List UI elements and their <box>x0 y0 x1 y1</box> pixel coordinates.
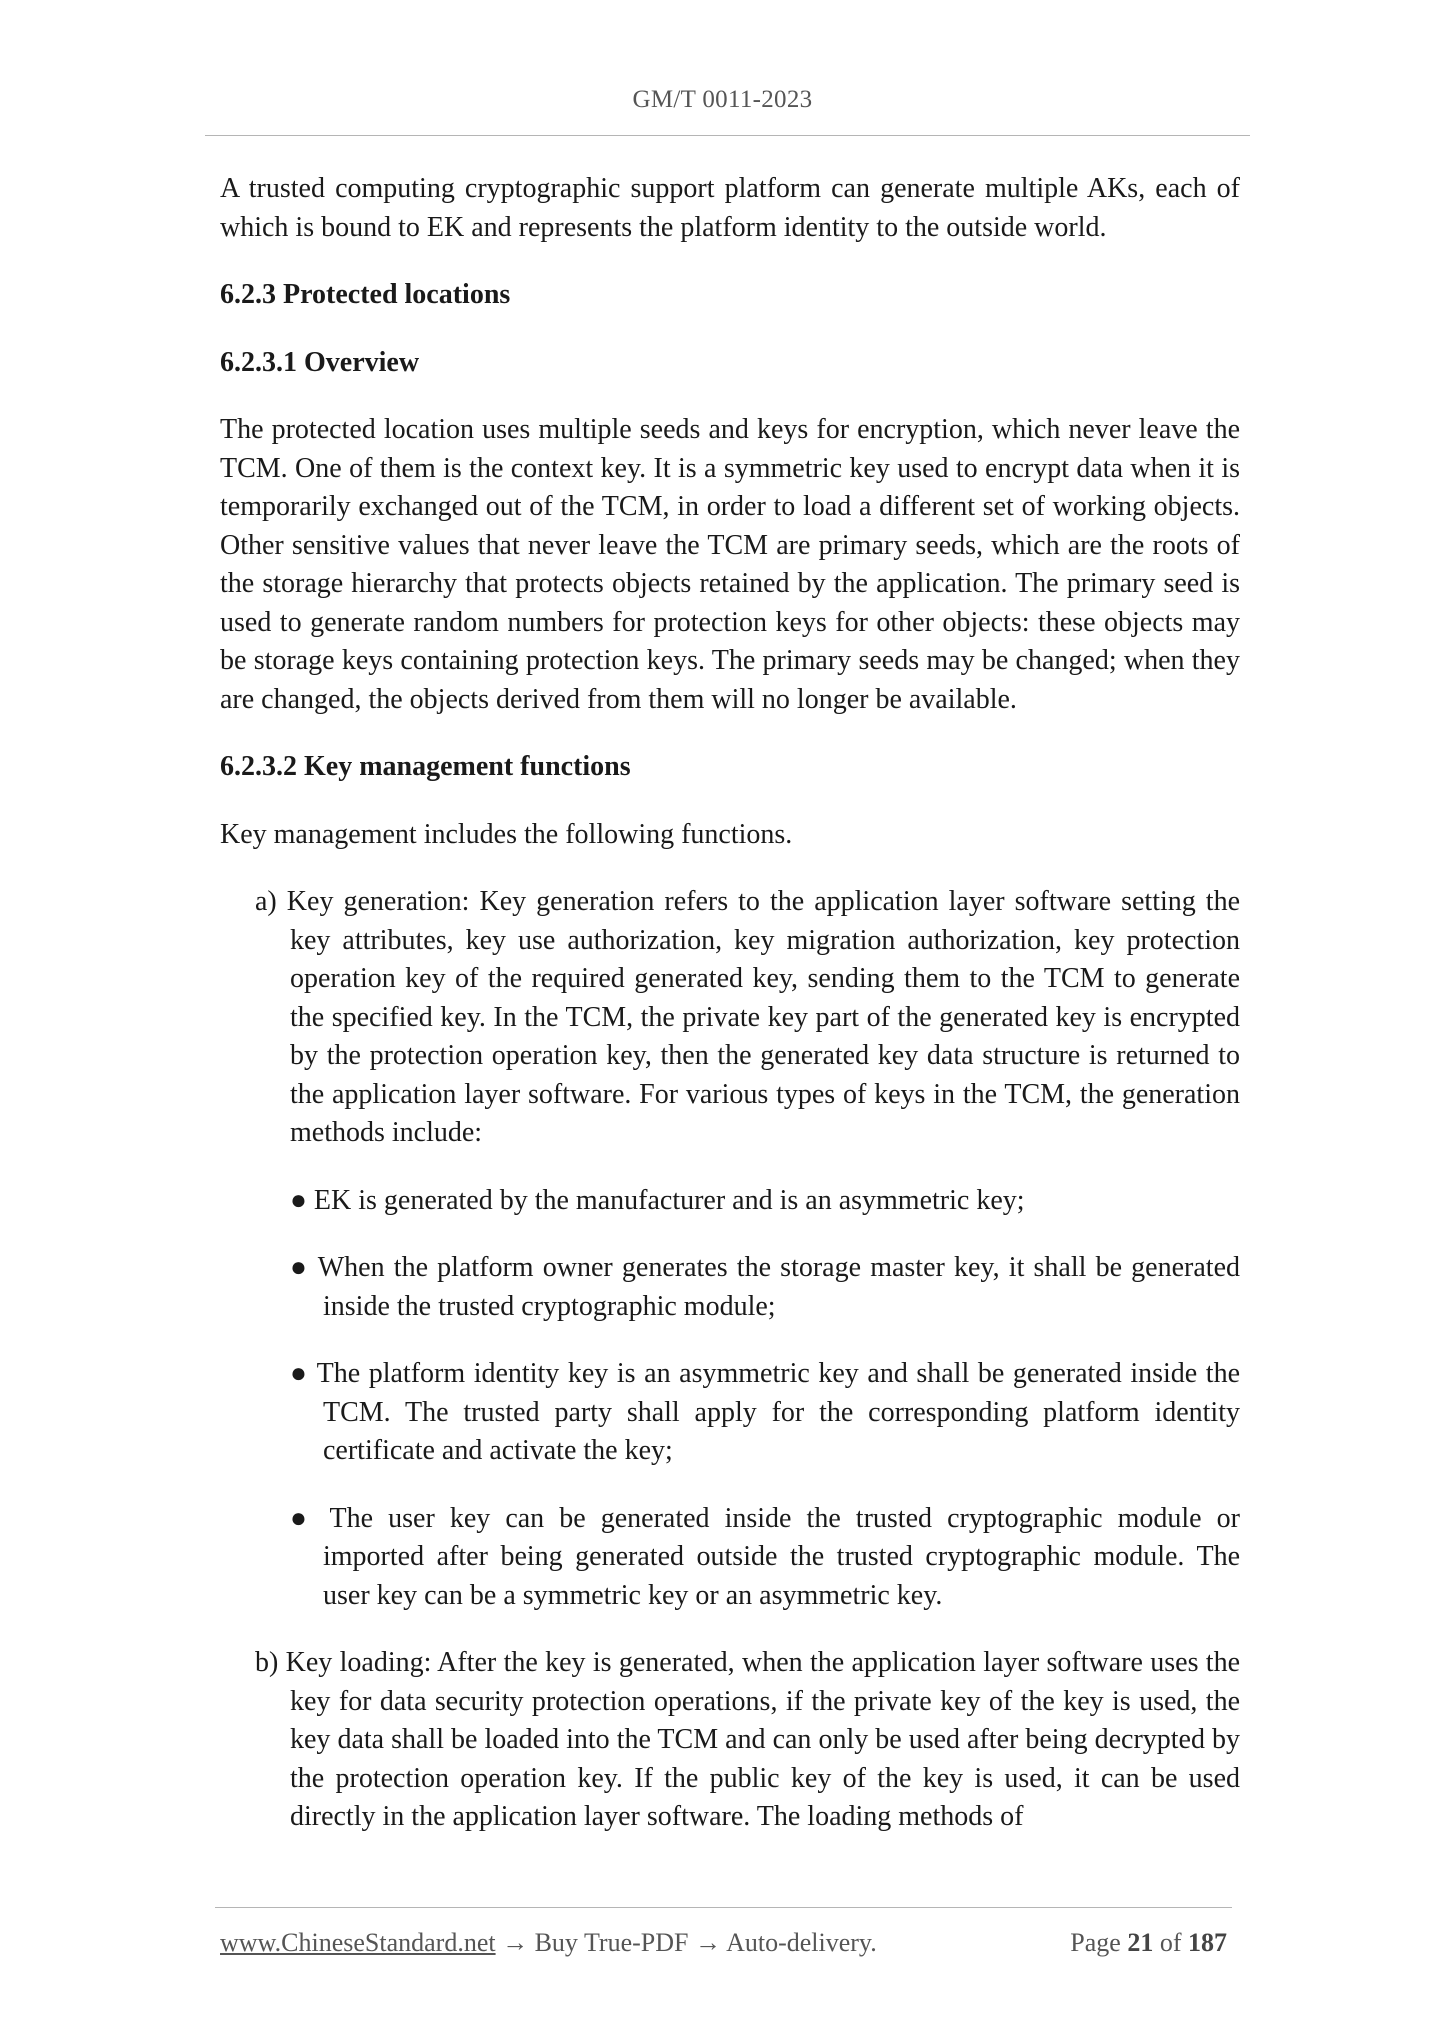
list-item-key-loading: b) Key loading: After the key is generated, when the application layer software uses the key for data security protection operations, if the private key of the key is used, the key data shall be loaded into the TCM and can only be used after being decrypted by the protection operation key. If the public key of the key is used, it can be used directly in the application layer software. The loading methods of <box>255 1647 1240 1832</box>
page-label: Page <box>1070 1928 1121 1957</box>
paragraph-ak: A trusted computing cryptographic support platform can generate multiple AKs, each of which is bound to EK and represents the platform identity to the outside world. <box>220 173 1240 243</box>
paragraph-overview: The protected location uses multiple seeds and keys for encryption, which never leave the TCM. One of them is the context key. It is a symmetric key used to encrypt data when it is temporarily exchanged out of the TCM, in order to load a different set of working objects. Other sensitive values that never leave the TCM are primary seeds, which are the roots of the storage hierarchy that protects objects retained by the application. The primary seed is used to generate random numbers for protection keys for other objects: these objects may be storage keys containing protection keys. The primary seeds may be changed; when they are changed, the objects derived from them will no longer be available. <box>220 414 1240 715</box>
header-divider <box>205 135 1250 136</box>
section-heading-6-2-3-2: 6.2.3.2 Key management functions <box>220 751 631 782</box>
section-heading-6-2-3-1: 6.2.3.1 Overview <box>220 346 420 378</box>
arrow-icon: → <box>495 1928 535 1957</box>
auto-delivery-text: Auto-delivery. <box>726 1928 877 1957</box>
footer-links <box>220 1928 877 1958</box>
of-label: of <box>1159 1928 1182 1957</box>
document-header-title: GM/T 0011-2023 <box>632 86 813 113</box>
section-heading-6-2-3: 6.2.3 Protected locations <box>220 279 511 310</box>
total-pages: 187 <box>1188 1928 1227 1957</box>
paragraph-key-management-intro: Key management includes the following functions. <box>220 818 793 850</box>
buy-true-pdf-text: Buy True-PDF <box>534 1928 689 1957</box>
list-item-key-generation: a) Key generation: Key generation refers to the application layer software setting the key attributes, key use authorization, key migration authorization, key protection operation key of the required generated key, sending them to the TCM to generate the specified key. In the TCM, the private key part of the generated key is encrypted by the protection operation key, then the generated key data structure is returned to the application layer software. For various types of keys in the TCM, the generation methods include: <box>255 886 1240 1148</box>
bullet-platform-identity-key: ● The platform identity key is an asymmetric key and shall be generated inside the TCM. The trusted party shall apply for the corresponding platform identity certificate and activate the key; <box>290 1358 1240 1466</box>
current-page: 21 <box>1127 1928 1154 1957</box>
bullet-storage-master-key: ● When the platform owner generates the storage master key, it shall be generated inside the trusted cryptographic module; <box>290 1252 1240 1322</box>
bullet-ek: ● EK is generated by the manufacturer and is an asymmetric key; <box>290 1184 1025 1216</box>
document-body <box>220 170 1240 1837</box>
bullet-user-key: ● The user key can be generated inside the trusted cryptographic module or imported after being generated outside the trusted cryptographic module. The user key can be a symmetric key or an asymmetric key. <box>290 1502 1240 1611</box>
arrow-icon: → <box>688 1928 727 1957</box>
footer-divider <box>215 1907 1232 1908</box>
site-link[interactable]: www.ChineseStandard.net <box>220 1928 496 1957</box>
page-number <box>1070 1928 1227 1958</box>
